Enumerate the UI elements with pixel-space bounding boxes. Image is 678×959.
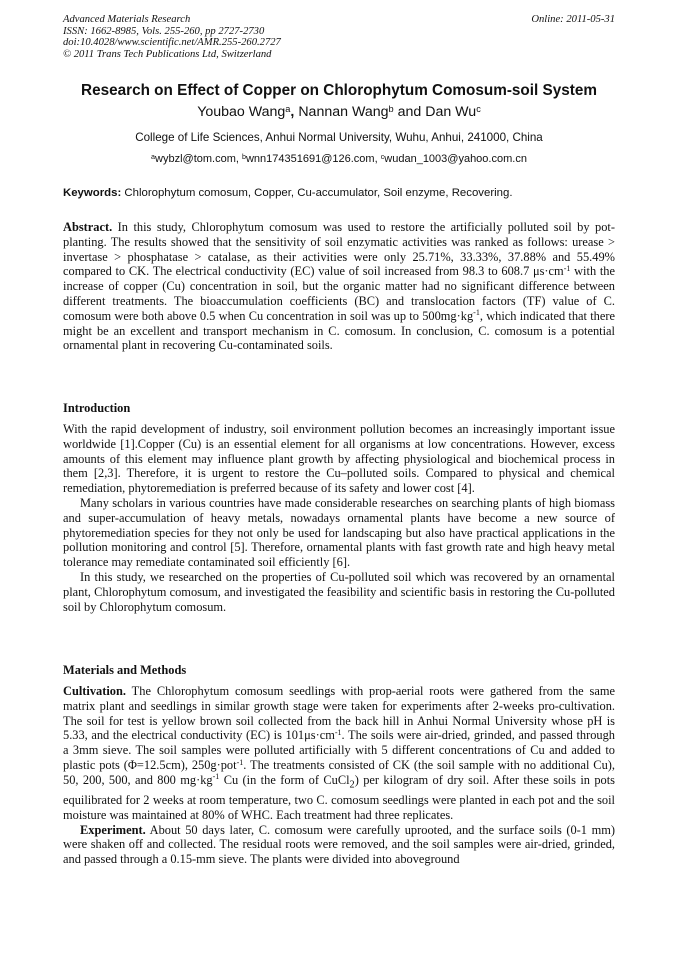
- abstract-label: Abstract.: [63, 220, 113, 234]
- doi-line: doi:10.4028/www.scientific.net/AMR.255-260.2727: [63, 37, 281, 48]
- email-address: wybzl@tom.com,: [155, 153, 242, 165]
- author-separator: and: [393, 104, 426, 120]
- superscript: -1: [212, 772, 220, 782]
- keywords-text: Chlorophytum comosum, Copper, Cu-accumulator, Soil enzyme, Recovering.: [121, 187, 513, 199]
- methods-text: . The treatments consisted of CK (the soil sample with no additional Cu), 50, 200, 500, and 800 mg·kg: [63, 757, 615, 787]
- section-heading-methods: Materials and Methods: [63, 663, 187, 677]
- author-affil-mark: a: [285, 104, 291, 115]
- abstract-text: In this study, Chlorophytum comosum was used to restore the artificially polluted soil by pot-planting. The results showed that the sensitivity of soil enzymatic activities was ranked as follows: urease > invertase > phosphatase > catalase, as their activities were only 25.71%, 33.33%, 37.88% and 55.49% compared to CK. The electrical conductivity (EC) value of soil increased from 98.3 to 608.7 μs·cm: [63, 220, 615, 279]
- author-emails: [40, 152, 638, 166]
- abstract-text: with the increase of copper (Cu) concentration in soil, but the organic matter had no significant difference between different treatments. The bioaccumulation coefficients (BC) and translocation factors (TF) value of C. comosum were both above 0.5 when Cu concentration in soil was up to 500mg·kg: [63, 264, 615, 323]
- email-address: wnn174351691@126.com,: [245, 153, 381, 165]
- author-name: Dan Wu: [425, 104, 477, 120]
- email-mark: b: [242, 152, 246, 161]
- superscript: -1: [236, 757, 244, 767]
- keywords-label: Keywords:: [63, 187, 122, 199]
- author-affil-mark: b: [388, 104, 394, 115]
- subsection-label-cultivation: Cultivation.: [63, 684, 126, 698]
- keywords: [63, 186, 615, 200]
- affiliation: College of Life Sciences, Anhui Normal University, Wuhu, Anhui, 241000, China: [135, 131, 543, 144]
- methods-text: . The soils were air-dried, grinded, and passed through a 3mm sieve. The soil samples were polluted artificially with 5 different concentrations of Cu and added to plastic pots (Φ=12.5cm), 250g·pot: [63, 728, 615, 772]
- methods-text: ) per kilogram of dry soil. After these soils in pots equilibrated for 2 weeks at room temperature, two C. comosum seedlings were planted in each pot and the soil moisture was maintained at 80% of WHC. Each treatment had three replicates.: [63, 772, 615, 822]
- author-list: [40, 103, 638, 121]
- journal-header: [63, 14, 615, 60]
- paragraph: In this study, we researched on the properties of Cu-polluted soil which was recovered by an ornamental plant, Chlorophytum comosum, and investigated the feasibility and scientific basis in restoring the Cu-polluted soil by Chlorophytum comosum.: [63, 569, 615, 614]
- copyright-line: © 2011 Trans Tech Publications Ltd, Switzerland: [63, 48, 272, 60]
- author-name: Youbao Wang: [197, 104, 286, 120]
- methods-text: The Chlorophytum comosum seedlings with prop-aerial roots were gathered from the same matrix plant and seedlings in similar growth stage were taken for experiments after 2-weeks pro-cultivation. The soil for test is yellow brown soil collected from the back hill in Anhui Normal University whose pH is 5.33, and the electrical conductivity (EC) is 101μs·cm: [63, 684, 615, 743]
- journal-name: Advanced Materials Research: [63, 14, 191, 25]
- email-mark: c: [380, 152, 385, 161]
- introduction-body: [63, 422, 615, 614]
- paragraph: Many scholars in various countries have made considerable researches on searching plants of high biomass and super-accumulation of heavy metals, nowadays ornamental plants have become a new source of phytoremediation species for they not only be used for landscaping but also have practical applications in the pollution monitoring and control [5]. Therefore, ornamental plants with fast growth rate and high heavy metal tolerance may remediate contaminated soil efficiently [6].: [63, 495, 615, 570]
- online-date: Online: 2011-05-31: [531, 14, 615, 25]
- section-heading-introduction: Introduction: [63, 401, 131, 415]
- abstract: [63, 220, 615, 353]
- abstract-text: , which indicated that there might be an excellent and transport mechanism in C. comosum. In conclusion, C. comosum is a potential ornamental plant in recovering Cu-contaminated soils.: [63, 308, 615, 353]
- issn-line: ISSN: 1662-8985, Vols. 255-260, pp 2727-2730: [63, 25, 265, 37]
- superscript: -1: [473, 308, 480, 318]
- author-affil-mark: c: [476, 104, 481, 115]
- methods-body: [63, 684, 615, 867]
- email-address: wudan_1003@yahoo.com.cn: [384, 153, 527, 165]
- methods-text: About 50 days later, C. comosum were carefully uprooted, and the surface soils (0-1 mm) were shaken off and collected. The residual roots were removed, and the soil samples were air-dried, grinded, and passed through a 0.15-mm sieve. The plants were divided into aboveground: [63, 822, 615, 867]
- subsection-label-experiment: Experiment.: [80, 822, 146, 837]
- author-separator: ,: [290, 104, 299, 120]
- paper-title: Research on Effect of Copper on Chlorophytum Comosum-soil System: [81, 82, 597, 99]
- superscript: -1: [334, 727, 342, 737]
- paragraph: With the rapid development of industry, soil environment pollution becomes an increasingly important issue worldwide [1].Copper (Cu) is an essential element for all organisms at low concentrations. However, excess amounts of this element may influence plant growth by affecting physiological and biochemical process in them [2,3]. Therefore, it is urgent to restore the Cu–polluted soils. Compared to physical and chemical remediation, phytoremediation is preferred because of its safety and lower cost [4].: [63, 422, 615, 496]
- superscript: -1: [563, 263, 571, 273]
- methods-text: Cu (in the form of CuCl: [219, 772, 350, 787]
- subscript: 2: [349, 779, 355, 791]
- email-mark: a: [151, 152, 156, 161]
- author-name: Nannan Wang: [298, 104, 389, 120]
